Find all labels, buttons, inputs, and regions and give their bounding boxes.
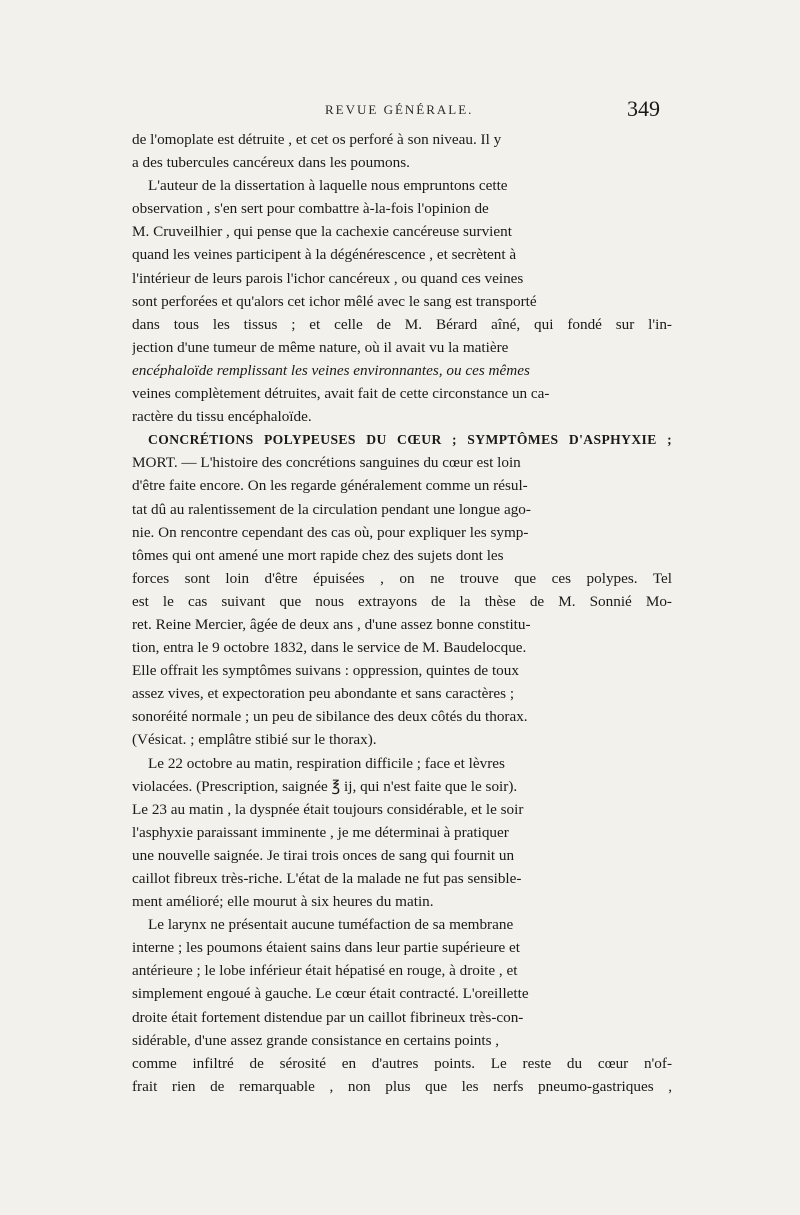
text-line: comme infiltré de sérosité en d'autres points. Le reste du cœur n'of- bbox=[132, 1054, 672, 1072]
running-title: REVUE GÉNÉRALE. bbox=[325, 102, 474, 117]
text-line: M. Cruveilhier , qui pense que la cachexie cancéreuse survient bbox=[132, 223, 512, 241]
text-line: MORT. — L'histoire des concrétions sanguines du cœur est loin bbox=[132, 454, 521, 472]
text-line: d'être faite encore. On les regarde généralement comme un résul- bbox=[132, 477, 528, 495]
text-line: L'auteur de la dissertation à laquelle nous empruntons cette bbox=[148, 177, 508, 195]
text-line: jection d'une tumeur de même nature, où il avait vu la matière bbox=[132, 338, 509, 356]
text-line: a des tubercules cancéreux dans les poumons. bbox=[132, 154, 410, 172]
text-line: observation , s'en sert pour combattre à-la-fois l'opinion de bbox=[132, 200, 489, 218]
text-line: encéphaloïde remplissant les veines environnantes, ou ces mêmes bbox=[132, 361, 530, 379]
text-line: caillot fibreux très-riche. L'état de la malade ne fut pas sensible- bbox=[132, 870, 522, 887]
text-line: de l'omoplate est détruite , et cet os perforé à son niveau. Il y bbox=[132, 131, 502, 148]
text-line: dans tous les tissus ; et celle de M. Bérard aîné, qui fondé sur l'in- bbox=[132, 315, 672, 333]
text-line: ret. Reine Mercier, âgée de deux ans , d'une assez bonne constitu- bbox=[132, 615, 531, 633]
text-line: ractère du tissu encéphaloïde. bbox=[132, 408, 312, 426]
text-line: l'intérieur de leurs parois l'ichor cancéreux , ou quand ces veines bbox=[132, 269, 524, 287]
text-line: veines complètement détruites, avait fait de cette circonstance un ca- bbox=[132, 385, 550, 403]
text-line: Elle offrait les symptômes suivans : oppression, quintes de toux bbox=[132, 662, 519, 680]
text-line: interne ; les poumons étaient sains dans leur partie supérieure et bbox=[132, 939, 521, 957]
page-header bbox=[130, 96, 670, 130]
text-line: est le cas suivant que nous extrayons de la thèse de M. Sonnié Mo- bbox=[132, 592, 672, 610]
text-line: Le 23 au matin , la dyspnée était toujours considérable, et le soir bbox=[132, 800, 524, 818]
text-line: Le 22 octobre au matin, respiration difficile ; face et lèvres bbox=[148, 754, 505, 772]
text-line: sidérable, d'une assez grande consistance en certains points , bbox=[132, 1031, 500, 1049]
text-line: l'asphyxie paraissant imminente , je me déterminai à pratiquer bbox=[132, 823, 509, 841]
page-number: 349 bbox=[627, 96, 660, 121]
text-line: sonoréité normale ; un peu de sibilance des deux côtés du thorax. bbox=[132, 708, 528, 726]
text-line: quand les veines participent à la dégénérescence , et secrètent à bbox=[132, 246, 517, 264]
text-line: simplement engoué à gauche. Le cœur était contracté. L'oreillette bbox=[132, 985, 529, 1003]
text-line: nie. On rencontre cependant des cas où, pour expliquer les symp- bbox=[132, 523, 529, 541]
text-line: antérieure ; le lobe inférieur était hépatisé en rouge, à droite , et bbox=[132, 962, 518, 980]
section-heading: CONCRÉTIONS POLYPEUSES DU CŒUR ; SYMPTÔMES D'ASPHYXIE ; bbox=[148, 432, 672, 448]
text-line: ment amélioré; elle mourut à six heures du matin. bbox=[132, 893, 434, 911]
text-line: tat dû au ralentissement de la circulation pendant une longue ago- bbox=[132, 500, 531, 518]
body-text bbox=[132, 128, 672, 1098]
text-line: (Vésicat. ; emplâtre stibié sur le thorax). bbox=[132, 731, 377, 749]
text-line: forces sont loin d'être épuisées , on ne trouve que ces polypes. Tel bbox=[132, 569, 672, 587]
text-line: droite était fortement distendue par un caillot fibrineux très-con- bbox=[132, 1008, 524, 1026]
text-line: violacées. (Prescription, saignée ℥ ij, qui n'est faite que le soir). bbox=[132, 777, 518, 795]
text-line: tômes qui ont amené une mort rapide chez des sujets dont les bbox=[132, 546, 504, 564]
text-line: sont perforées et qu'alors cet ichor mêlé avec le sang est transporté bbox=[132, 292, 537, 310]
text-line: une nouvelle saignée. Je tirai trois onces de sang qui fournit un bbox=[132, 846, 515, 864]
text-line: assez vives, et expectoration peu abondante et sans caractères ; bbox=[132, 685, 515, 703]
text-line: Le larynx ne présentait aucune tuméfaction de sa membrane bbox=[148, 916, 514, 934]
text-line: frait rien de remarquable , non plus que les nerfs pneumo-gastriques , bbox=[132, 1077, 672, 1095]
text-line: tion, entra le 9 octobre 1832, dans le service de M. Baudelocque. bbox=[132, 639, 527, 657]
